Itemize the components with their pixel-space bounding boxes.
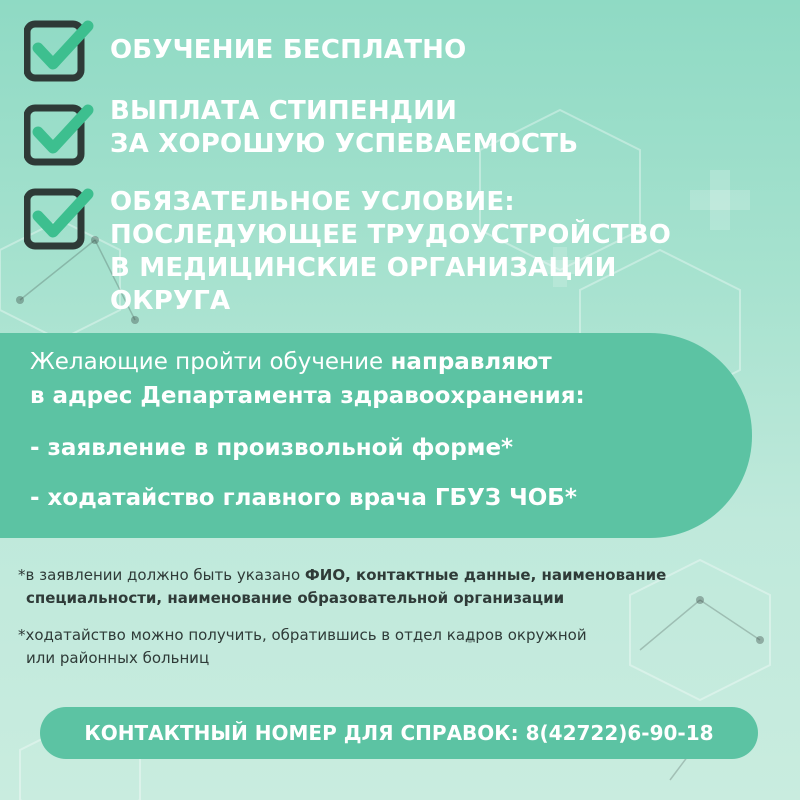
benefit-item-condition <box>24 182 84 242</box>
panel-item-petition: - ходатайство главного врача ГБУЗ ЧОБ* <box>30 485 577 511</box>
benefit-line: ВЫПЛАТА СТИПЕНДИИ <box>110 96 458 126</box>
contact-phone-text: КОНТАКТНЫЙ НОМЕР ДЛЯ СПРАВОК: 8(42722)6-90-18 <box>84 721 714 745</box>
benefit-line: ОБУЧЕНИЕ БЕСПЛАТНО <box>110 35 467 65</box>
footnote-petition: *ходатайство можно получить, обратившись в отдел кадров окружной или районных больниц <box>18 626 587 667</box>
application-info-panel <box>0 333 752 538</box>
footnote-application: *в заявлении должно быть указано ФИО, контактные данные, наименование специальности, наименование образовательной организации <box>18 566 667 607</box>
checkbox-check-icon <box>24 98 84 158</box>
checkbox-check-icon <box>24 14 84 74</box>
panel-intro-line: Желающие пройти обучение направляют <box>30 349 552 375</box>
benefit-line: ЗА ХОРОШУЮ УСПЕВАЕМОСТЬ <box>110 129 579 159</box>
benefit-line: ОБЯЗАТЕЛЬНОЕ УСЛОВИЕ: <box>110 187 515 217</box>
panel-item-application: - заявление в произвольной форме* <box>30 435 514 461</box>
checkbox-check-icon <box>24 182 84 242</box>
panel-department-line: в адрес Департамента здравоохранения: <box>30 383 585 409</box>
benefit-item-free-education <box>24 14 84 74</box>
benefit-line: ПОСЛЕДУЮЩЕЕ ТРУДОУСТРОЙСТВО <box>110 220 672 250</box>
contact-phone-banner <box>40 707 758 759</box>
benefit-line: ОКРУГА <box>110 286 231 316</box>
benefit-item-scholarship <box>24 98 84 158</box>
benefit-line: В МЕДИЦИНСКИЕ ОРГАНИЗАЦИИ <box>110 253 617 283</box>
